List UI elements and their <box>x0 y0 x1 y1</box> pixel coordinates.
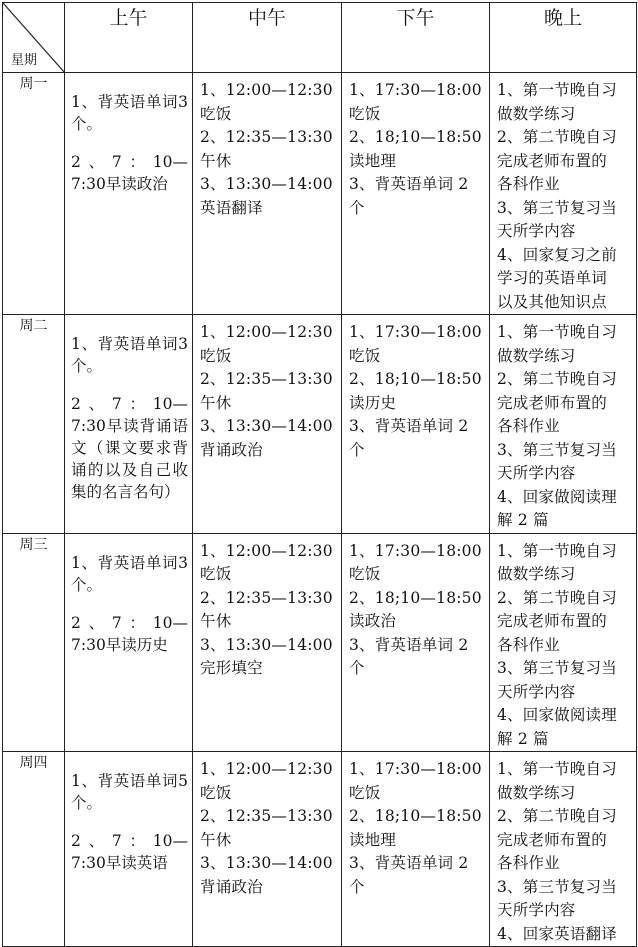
noon-line: 1、12:00—12:30 <box>200 323 333 341</box>
evening-line: 解 2 篇 <box>497 511 549 529</box>
afternoon-line: 3、背英语单词 2 <box>349 854 469 872</box>
table-row <box>3 315 637 534</box>
evening-line: 各科作业 <box>497 417 560 435</box>
day-label: 周三 <box>3 533 65 752</box>
evening-line: 天所学内容 <box>497 222 576 240</box>
evening-line: 做数学练习 <box>497 565 576 583</box>
afternoon-line: 1、17:30—18:00 <box>349 541 482 560</box>
evening-line: 以及其他知识点 <box>497 292 607 311</box>
morning-item: 2、7：10—7:30早读历史 <box>71 613 188 654</box>
afternoon-line: 个 <box>349 877 365 896</box>
noon-line: 2、12:35—13:30 <box>200 370 333 388</box>
evening-line: 做数学练习 <box>497 346 576 365</box>
noon-line: 英语翻译 <box>200 198 263 217</box>
afternoon-line: 吃饭 <box>349 783 381 802</box>
noon-line: 背诵政治 <box>200 440 263 459</box>
evening-line: 完成老师布置的 <box>497 151 607 170</box>
corner-cell <box>3 3 65 73</box>
noon-cell <box>193 533 342 752</box>
noon-cell <box>193 315 342 534</box>
afternoon-line: 2、18;10—18:50 <box>349 588 482 607</box>
noon-cell <box>193 752 342 947</box>
evening-line: 3、第三节复习当 <box>497 659 617 677</box>
noon-line: 背诵政治 <box>200 877 263 896</box>
noon-line: 吃饭 <box>200 104 232 123</box>
noon-line: 吃饭 <box>200 565 232 583</box>
morning-cell <box>65 315 193 534</box>
afternoon-line: 2、18;10—18:50 <box>349 370 482 388</box>
morning-item: 1、背英语单词3个。 <box>71 335 188 375</box>
afternoon-line: 个 <box>349 198 365 217</box>
day-label: 周二 <box>3 315 65 534</box>
evening-line: 完成老师布置的 <box>497 830 607 849</box>
afternoon-line: 2、18;10—18:50 <box>349 807 482 825</box>
noon-line: 2、12:35—13:30 <box>200 807 333 825</box>
afternoon-line: 吃饭 <box>349 565 381 583</box>
afternoon-line: 1、17:30—18:00 <box>349 760 482 778</box>
column-header-afternoon: 下午 <box>342 3 490 73</box>
evening-cell <box>490 73 637 315</box>
evening-line: 学习的英语单词 <box>497 269 607 287</box>
noon-line: 吃饭 <box>200 783 232 802</box>
evening-line: 天所学内容 <box>497 682 576 701</box>
noon-line: 完形填空 <box>200 659 263 677</box>
evening-line: 各科作业 <box>497 854 560 872</box>
evening-line: 完成老师布置的 <box>497 612 607 630</box>
afternoon-line: 3、背英语单词 2 <box>349 175 469 193</box>
evening-line: 1、第一节晚自习 <box>497 760 617 778</box>
evening-line: 3、第三节复习当 <box>497 198 617 217</box>
table-row <box>3 533 637 752</box>
noon-line: 午休 <box>200 151 232 170</box>
evening-line: 4、回家做阅读理 <box>497 706 617 724</box>
afternoon-cell <box>342 315 490 534</box>
column-header-evening: 晚上 <box>490 3 637 73</box>
noon-line: 3、13:30—14:00 <box>200 175 333 193</box>
evening-line: 1、第一节晚自习 <box>497 323 617 341</box>
evening-line: 2、第二节晚自习 <box>497 370 617 388</box>
column-header-morning: 上午 <box>65 3 193 73</box>
morning-item: 1、背英语单词3个。 <box>71 553 188 594</box>
afternoon-cell <box>342 752 490 947</box>
evening-line: 1、第一节晚自习 <box>497 81 617 99</box>
afternoon-line: 读地理 <box>349 151 397 170</box>
evening-line: 天所学内容 <box>497 901 576 919</box>
noon-cell <box>193 73 342 315</box>
table-row <box>3 752 637 947</box>
noon-line: 2、12:35—13:30 <box>200 588 333 607</box>
day-label: 周四 <box>3 752 65 947</box>
evening-line: 完成老师布置的 <box>497 393 607 412</box>
noon-line: 3、13:30—14:00 <box>200 417 333 435</box>
afternoon-line: 2、18;10—18:50 <box>349 128 482 146</box>
afternoon-line: 读历史 <box>349 393 397 412</box>
evening-line: 1、第一节晚自习 <box>497 541 617 560</box>
noon-line: 1、12:00—12:30 <box>200 81 333 99</box>
noon-line: 3、13:30—14:00 <box>200 635 333 654</box>
noon-line: 1、12:00—12:30 <box>200 760 333 778</box>
noon-line: 吃饭 <box>200 346 232 365</box>
afternoon-line: 个 <box>349 440 365 459</box>
evening-line: 解 2 篇 <box>497 729 549 748</box>
afternoon-line: 读政治 <box>349 612 397 630</box>
evening-line: 各科作业 <box>497 175 560 193</box>
afternoon-line: 吃饭 <box>349 104 381 123</box>
afternoon-line: 3、背英语单词 2 <box>349 635 469 654</box>
morning-item: 1、背英语单词3个。 <box>71 93 188 133</box>
noon-line: 2、12:35—13:30 <box>200 128 333 146</box>
evening-line: 做数学练习 <box>497 783 576 802</box>
evening-line: 2、第二节晚自习 <box>497 128 617 146</box>
noon-line: 午休 <box>200 830 232 849</box>
schedule-table <box>2 2 637 947</box>
afternoon-line: 3、背英语单词 2 <box>349 417 469 435</box>
evening-cell <box>490 752 637 947</box>
noon-line: 1、12:00—12:30 <box>200 541 333 560</box>
afternoon-line: 1、17:30—18:00 <box>349 323 482 341</box>
morning-item: 2、7：10—7:30早读背诵语文（课文要求背诵的以及自己收集的名言名句） <box>71 395 188 501</box>
evening-line: 3、第三节复习当 <box>497 440 617 459</box>
evening-cell <box>490 533 637 752</box>
corner-label: 星期 <box>11 53 38 68</box>
noon-line: 午休 <box>200 393 232 412</box>
evening-line: 做数学练习 <box>497 104 576 123</box>
evening-line: 3、第三节复习当 <box>497 877 617 896</box>
header-row <box>3 3 637 73</box>
evening-line: 4、回家复习之前 <box>497 245 617 264</box>
evening-line: 天所学内容 <box>497 464 576 482</box>
afternoon-line: 1、17:30—18:00 <box>349 81 482 99</box>
morning-cell <box>65 533 193 752</box>
afternoon-cell <box>342 73 490 315</box>
morning-item: 1、背英语单词5个。 <box>71 772 188 812</box>
evening-line: 4、回家英语翻译 <box>497 924 617 943</box>
noon-line: 午休 <box>200 612 232 630</box>
afternoon-line: 读地理 <box>349 830 397 849</box>
evening-line: 2、第二节晚自习 <box>497 588 617 607</box>
evening-cell <box>490 315 637 534</box>
column-header-noon: 中午 <box>193 3 342 73</box>
noon-line: 3、13:30—14:00 <box>200 854 333 872</box>
evening-line: 各科作业 <box>497 635 560 654</box>
morning-cell <box>65 73 193 315</box>
morning-item: 2、7：10—7:30早读政治 <box>71 153 188 193</box>
afternoon-cell <box>342 533 490 752</box>
afternoon-line: 吃饭 <box>349 346 381 365</box>
morning-cell <box>65 752 193 947</box>
morning-item: 2、7：10—7:30早读英语 <box>71 832 188 872</box>
day-label: 周一 <box>3 73 65 315</box>
evening-line: 2、第二节晚自习 <box>497 807 617 825</box>
table-row <box>3 73 637 315</box>
afternoon-line: 个 <box>349 659 365 677</box>
evening-line: 4、回家做阅读理 <box>497 487 617 506</box>
